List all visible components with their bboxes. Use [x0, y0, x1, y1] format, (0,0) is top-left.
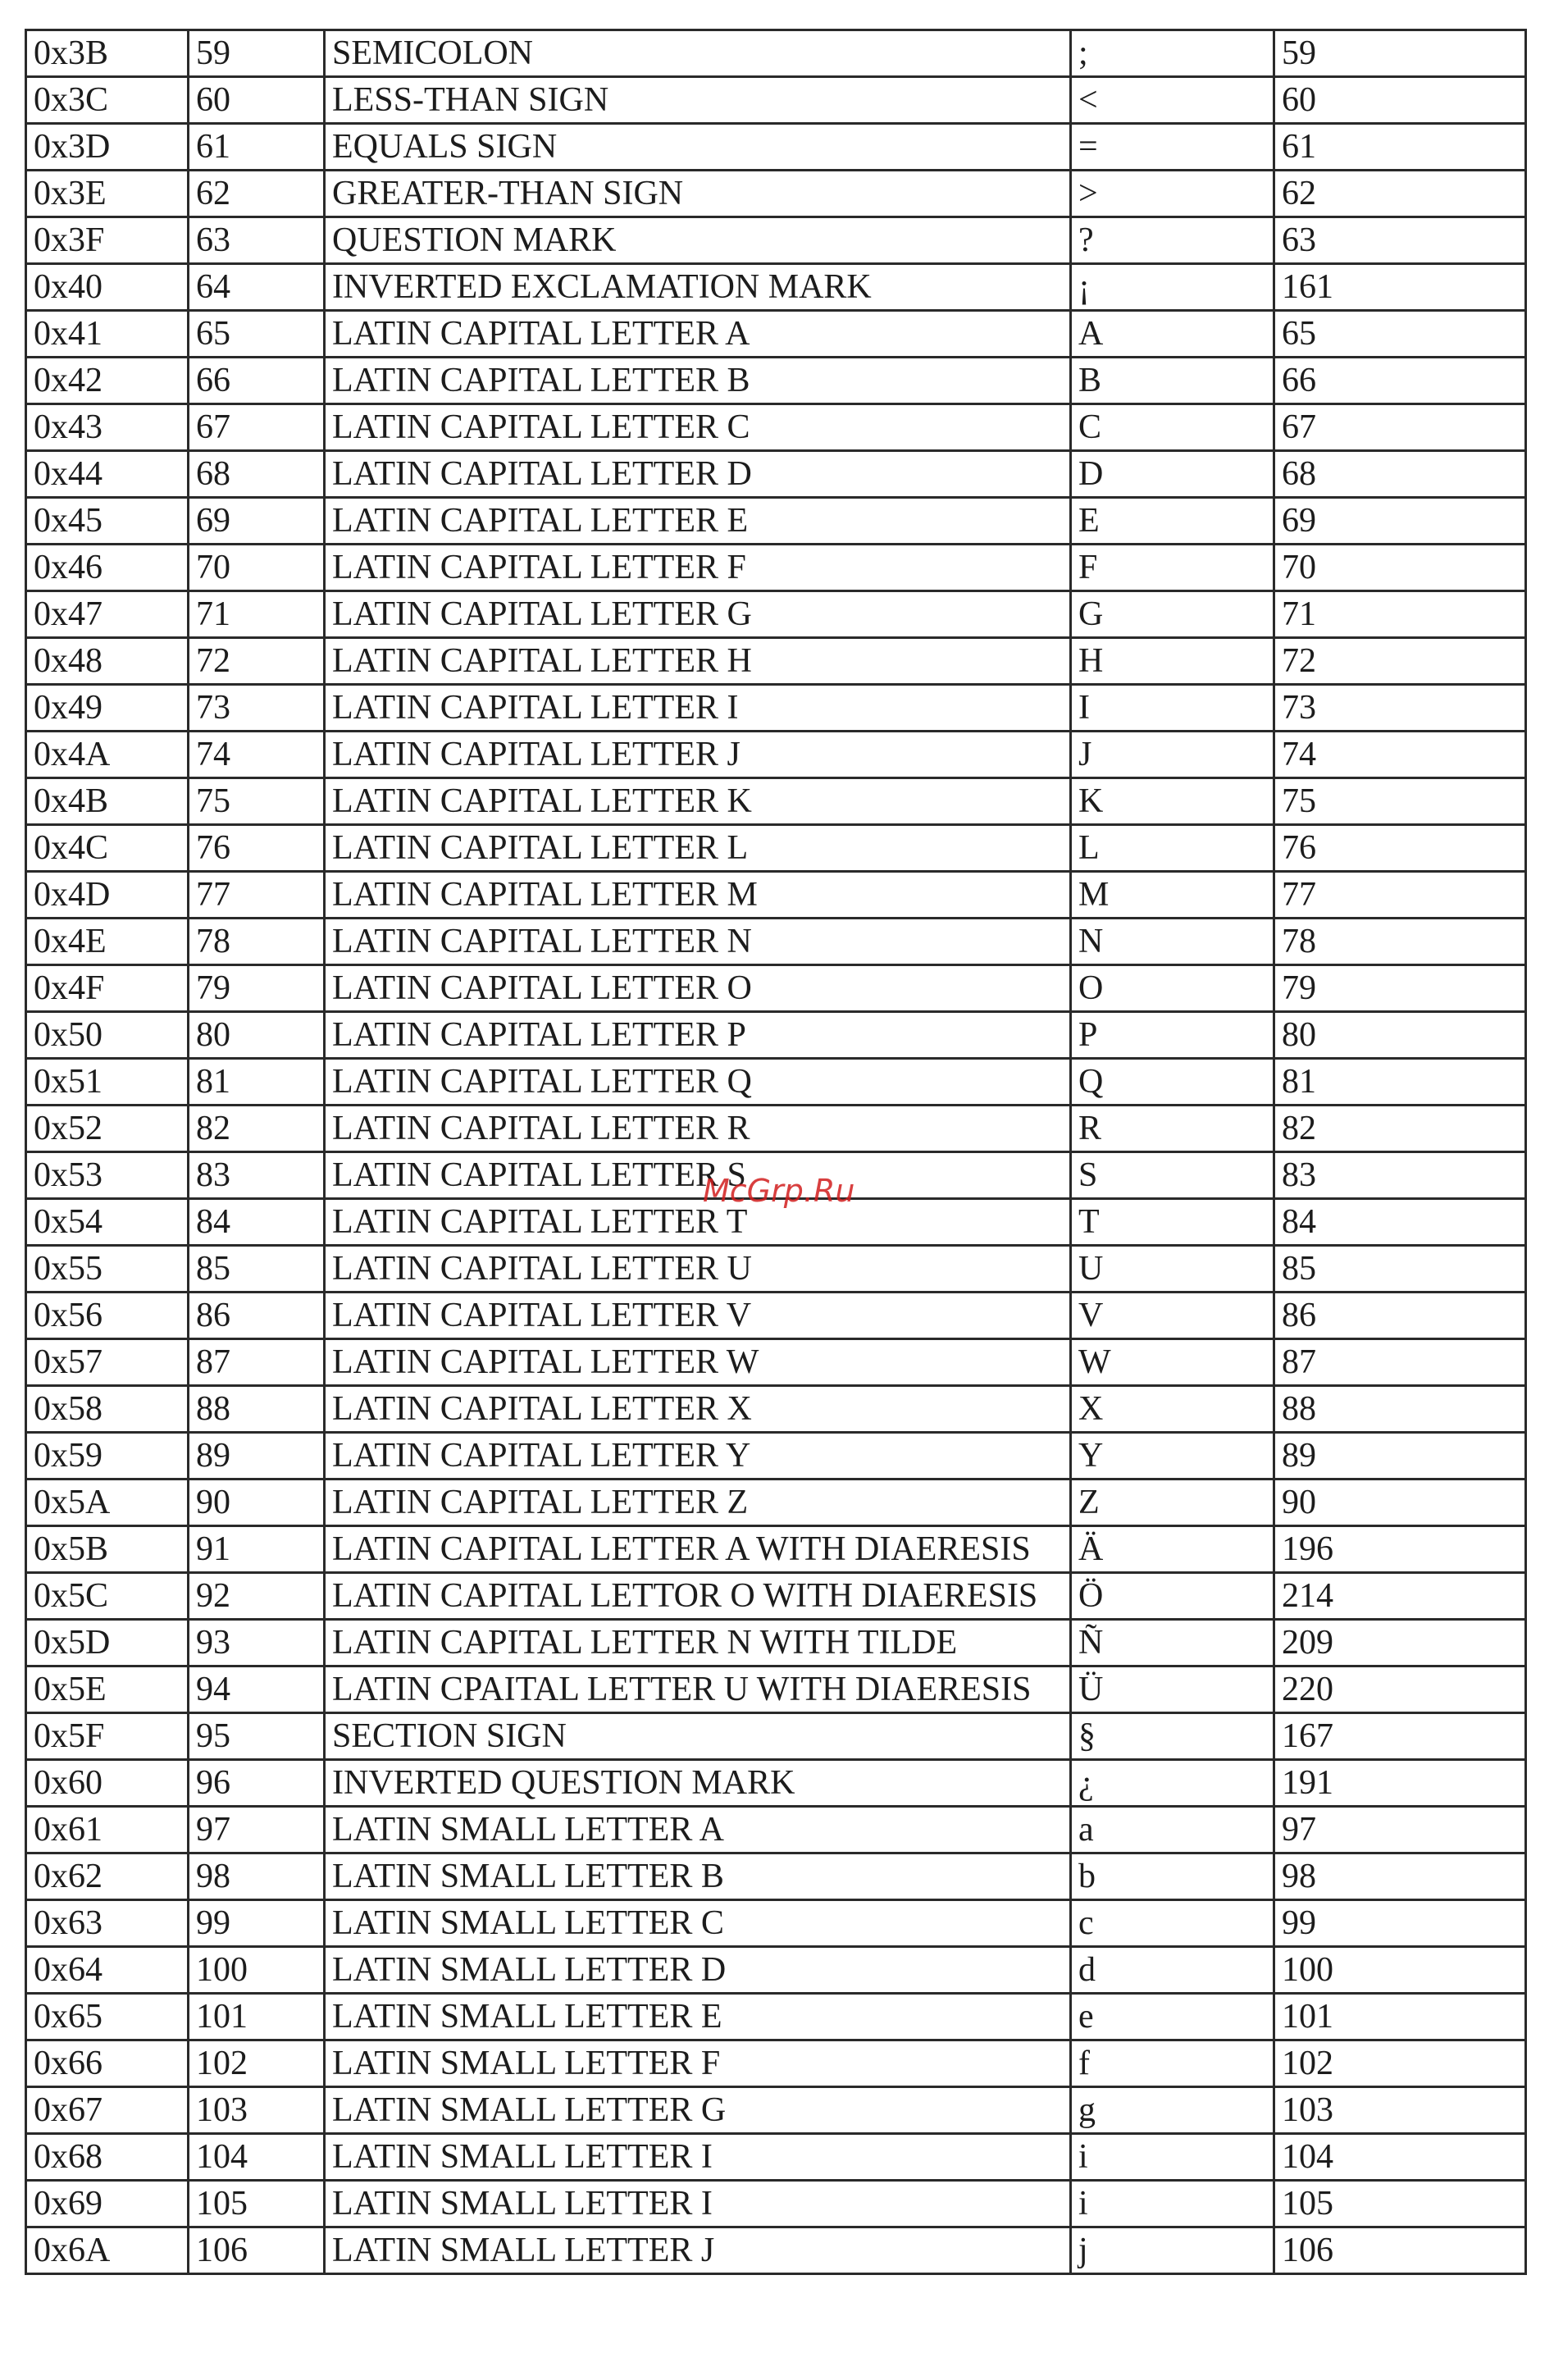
table-row — [26, 1666, 1526, 1713]
glyph-cell: P — [1071, 1012, 1274, 1059]
hex-code-cell: 0x5D — [26, 1620, 189, 1666]
hex-code-cell: 0x66 — [26, 2040, 189, 2087]
decimal-code-cell: 105 — [189, 2181, 325, 2227]
unicode-code-cell: 83 — [1274, 1152, 1526, 1199]
hex-code-cell: 0x57 — [26, 1339, 189, 1386]
glyph-cell: ¡ — [1071, 264, 1274, 311]
decimal-code-cell: 80 — [189, 1012, 325, 1059]
decimal-code-cell: 73 — [189, 685, 325, 732]
glyph-cell: M — [1071, 872, 1274, 919]
glyph-cell: K — [1071, 778, 1274, 825]
unicode-code-cell: 104 — [1274, 2134, 1526, 2181]
unicode-code-cell: 88 — [1274, 1386, 1526, 1433]
hex-code-cell: 0x52 — [26, 1106, 189, 1152]
unicode-code-cell: 101 — [1274, 1994, 1526, 2040]
glyph-cell: A — [1071, 311, 1274, 358]
unicode-code-cell: 89 — [1274, 1433, 1526, 1480]
decimal-code-cell: 87 — [189, 1339, 325, 1386]
character-name-cell: LATIN CAPITAL LETTER Q — [325, 1059, 1071, 1106]
hex-code-cell: 0x4D — [26, 872, 189, 919]
decimal-code-cell: 66 — [189, 358, 325, 404]
glyph-cell: L — [1071, 825, 1274, 872]
hex-code-cell: 0x45 — [26, 498, 189, 545]
unicode-code-cell: 78 — [1274, 919, 1526, 965]
hex-code-cell: 0x5A — [26, 1480, 189, 1526]
hex-code-cell: 0x5F — [26, 1713, 189, 1760]
decimal-code-cell: 103 — [189, 2087, 325, 2134]
character-name-cell: LATIN CAPITAL LETTER A WITH DIAERESIS — [325, 1526, 1071, 1573]
hex-code-cell: 0x5B — [26, 1526, 189, 1573]
decimal-code-cell: 106 — [189, 2227, 325, 2274]
table-row — [26, 1152, 1526, 1199]
character-name-cell: LATIN CAPITAL LETTER G — [325, 591, 1071, 638]
glyph-cell: b — [1071, 1853, 1274, 1900]
unicode-code-cell: 71 — [1274, 591, 1526, 638]
glyph-cell: F — [1071, 545, 1274, 591]
character-name-cell: LATIN CAPITAL LETTER N WITH TILDE — [325, 1620, 1071, 1666]
decimal-code-cell: 99 — [189, 1900, 325, 1947]
unicode-code-cell: 72 — [1274, 638, 1526, 685]
glyph-cell: X — [1071, 1386, 1274, 1433]
table-row — [26, 825, 1526, 872]
table-row — [26, 404, 1526, 451]
decimal-code-cell: 65 — [189, 311, 325, 358]
character-name-cell: LATIN CAPITAL LETTER O — [325, 965, 1071, 1012]
character-name-cell: LATIN CAPITAL LETTER Y — [325, 1433, 1071, 1480]
character-table — [25, 29, 1527, 2275]
decimal-code-cell: 60 — [189, 77, 325, 124]
unicode-code-cell: 161 — [1274, 264, 1526, 311]
table-row — [26, 1994, 1526, 2040]
decimal-code-cell: 101 — [189, 1994, 325, 2040]
character-name-cell: GREATER-THAN SIGN — [325, 171, 1071, 217]
decimal-code-cell: 69 — [189, 498, 325, 545]
character-name-cell: LATIN SMALL LETTER G — [325, 2087, 1071, 2134]
table-row — [26, 1807, 1526, 1853]
decimal-code-cell: 100 — [189, 1947, 325, 1994]
decimal-code-cell: 70 — [189, 545, 325, 591]
unicode-code-cell: 82 — [1274, 1106, 1526, 1152]
glyph-cell: i — [1071, 2134, 1274, 2181]
hex-code-cell: 0x3F — [26, 217, 189, 264]
table-row — [26, 1433, 1526, 1480]
decimal-code-cell: 82 — [189, 1106, 325, 1152]
table-row — [26, 1526, 1526, 1573]
decimal-code-cell: 61 — [189, 124, 325, 171]
table-row — [26, 1386, 1526, 1433]
character-name-cell: LESS-THAN SIGN — [325, 77, 1071, 124]
glyph-cell: S — [1071, 1152, 1274, 1199]
glyph-cell: B — [1071, 358, 1274, 404]
hex-code-cell: 0x3B — [26, 30, 189, 77]
unicode-code-cell: 73 — [1274, 685, 1526, 732]
table-row — [26, 264, 1526, 311]
hex-code-cell: 0x67 — [26, 2087, 189, 2134]
glyph-cell: U — [1071, 1246, 1274, 1293]
character-name-cell: LATIN SMALL LETTER E — [325, 1994, 1071, 2040]
glyph-cell: T — [1071, 1199, 1274, 1246]
table-row — [26, 358, 1526, 404]
unicode-code-cell: 191 — [1274, 1760, 1526, 1807]
glyph-cell: a — [1071, 1807, 1274, 1853]
hex-code-cell: 0x40 — [26, 264, 189, 311]
decimal-code-cell: 91 — [189, 1526, 325, 1573]
table-row — [26, 919, 1526, 965]
unicode-code-cell: 81 — [1274, 1059, 1526, 1106]
character-name-cell: LATIN CPAITAL LETTER U WITH DIAERESIS — [325, 1666, 1071, 1713]
unicode-code-cell: 60 — [1274, 77, 1526, 124]
glyph-cell: R — [1071, 1106, 1274, 1152]
character-name-cell: LATIN SMALL LETTER B — [325, 1853, 1071, 1900]
unicode-code-cell: 76 — [1274, 825, 1526, 872]
character-name-cell: LATIN CAPITAL LETTER Z — [325, 1480, 1071, 1526]
glyph-cell: Ñ — [1071, 1620, 1274, 1666]
hex-code-cell: 0x60 — [26, 1760, 189, 1807]
decimal-code-cell: 98 — [189, 1853, 325, 1900]
glyph-cell: c — [1071, 1900, 1274, 1947]
table-row — [26, 2087, 1526, 2134]
glyph-cell: ? — [1071, 217, 1274, 264]
glyph-cell: = — [1071, 124, 1274, 171]
glyph-cell: H — [1071, 638, 1274, 685]
decimal-code-cell: 62 — [189, 171, 325, 217]
character-name-cell: SECTION SIGN — [325, 1713, 1071, 1760]
character-name-cell: LATIN CAPITAL LETTER W — [325, 1339, 1071, 1386]
table-row — [26, 1853, 1526, 1900]
table-row — [26, 171, 1526, 217]
glyph-cell: E — [1071, 498, 1274, 545]
table-row — [26, 591, 1526, 638]
character-name-cell: INVERTED EXCLAMATION MARK — [325, 264, 1071, 311]
hex-code-cell: 0x51 — [26, 1059, 189, 1106]
hex-code-cell: 0x43 — [26, 404, 189, 451]
decimal-code-cell: 72 — [189, 638, 325, 685]
decimal-code-cell: 75 — [189, 778, 325, 825]
decimal-code-cell: 93 — [189, 1620, 325, 1666]
glyph-cell: j — [1071, 2227, 1274, 2274]
table-row — [26, 498, 1526, 545]
decimal-code-cell: 85 — [189, 1246, 325, 1293]
hex-code-cell: 0x4C — [26, 825, 189, 872]
table-row — [26, 2040, 1526, 2087]
glyph-cell: Ö — [1071, 1573, 1274, 1620]
table-row — [26, 311, 1526, 358]
character-name-cell: LATIN CAPITAL LETTER I — [325, 685, 1071, 732]
table-row — [26, 685, 1526, 732]
watermark: McGrp.Ru — [703, 1173, 855, 1209]
unicode-code-cell: 75 — [1274, 778, 1526, 825]
decimal-code-cell: 78 — [189, 919, 325, 965]
hex-code-cell: 0x58 — [26, 1386, 189, 1433]
character-name-cell: LATIN CAPITAL LETTER S — [325, 1152, 1071, 1199]
hex-code-cell: 0x55 — [26, 1246, 189, 1293]
unicode-code-cell: 74 — [1274, 732, 1526, 778]
unicode-code-cell: 102 — [1274, 2040, 1526, 2087]
character-name-cell: LATIN SMALL LETTER F — [325, 2040, 1071, 2087]
glyph-cell: < — [1071, 77, 1274, 124]
glyph-cell: g — [1071, 2087, 1274, 2134]
table-row — [26, 1012, 1526, 1059]
decimal-code-cell: 68 — [189, 451, 325, 498]
table-row — [26, 1947, 1526, 1994]
unicode-code-cell: 85 — [1274, 1246, 1526, 1293]
decimal-code-cell: 64 — [189, 264, 325, 311]
character-name-cell: LATIN CAPITAL LETTER N — [325, 919, 1071, 965]
hex-code-cell: 0x3D — [26, 124, 189, 171]
hex-code-cell: 0x47 — [26, 591, 189, 638]
glyph-cell: D — [1071, 451, 1274, 498]
glyph-cell: V — [1071, 1293, 1274, 1339]
character-name-cell: LATIN CAPITAL LETTER X — [325, 1386, 1071, 1433]
hex-code-cell: 0x44 — [26, 451, 189, 498]
character-name-cell: LATIN CAPITAL LETTER A — [325, 311, 1071, 358]
decimal-code-cell: 86 — [189, 1293, 325, 1339]
table-row — [26, 732, 1526, 778]
decimal-code-cell: 67 — [189, 404, 325, 451]
table-row — [26, 124, 1526, 171]
table-row — [26, 1713, 1526, 1760]
unicode-code-cell: 62 — [1274, 171, 1526, 217]
decimal-code-cell: 81 — [189, 1059, 325, 1106]
unicode-code-cell: 59 — [1274, 30, 1526, 77]
hex-code-cell: 0x62 — [26, 1853, 189, 1900]
table-row — [26, 1573, 1526, 1620]
unicode-code-cell: 100 — [1274, 1947, 1526, 1994]
character-name-cell: LATIN CAPITAL LETTER V — [325, 1293, 1071, 1339]
character-name-cell: LATIN CAPITAL LETTER J — [325, 732, 1071, 778]
hex-code-cell: 0x59 — [26, 1433, 189, 1480]
decimal-code-cell: 88 — [189, 1386, 325, 1433]
glyph-cell: Ä — [1071, 1526, 1274, 1573]
hex-code-cell: 0x46 — [26, 545, 189, 591]
hex-code-cell: 0x69 — [26, 2181, 189, 2227]
hex-code-cell: 0x50 — [26, 1012, 189, 1059]
unicode-code-cell: 87 — [1274, 1339, 1526, 1386]
unicode-code-cell: 80 — [1274, 1012, 1526, 1059]
hex-code-cell: 0x53 — [26, 1152, 189, 1199]
decimal-code-cell: 96 — [189, 1760, 325, 1807]
unicode-code-cell: 209 — [1274, 1620, 1526, 1666]
table-row — [26, 2227, 1526, 2274]
table-row — [26, 545, 1526, 591]
hex-code-cell: 0x54 — [26, 1199, 189, 1246]
decimal-code-cell: 79 — [189, 965, 325, 1012]
glyph-cell: C — [1071, 404, 1274, 451]
character-table-body — [26, 30, 1526, 2274]
glyph-cell: e — [1071, 1994, 1274, 2040]
glyph-cell: O — [1071, 965, 1274, 1012]
character-name-cell: LATIN SMALL LETTER A — [325, 1807, 1071, 1853]
table-row — [26, 1059, 1526, 1106]
glyph-cell: G — [1071, 591, 1274, 638]
decimal-code-cell: 76 — [189, 825, 325, 872]
character-name-cell: LATIN SMALL LETTER D — [325, 1947, 1071, 1994]
unicode-code-cell: 196 — [1274, 1526, 1526, 1573]
glyph-cell: Q — [1071, 1059, 1274, 1106]
character-name-cell: LATIN CAPITAL LETTER L — [325, 825, 1071, 872]
hex-code-cell: 0x48 — [26, 638, 189, 685]
unicode-code-cell: 220 — [1274, 1666, 1526, 1713]
table-row — [26, 451, 1526, 498]
unicode-code-cell: 66 — [1274, 358, 1526, 404]
hex-code-cell: 0x41 — [26, 311, 189, 358]
decimal-code-cell: 84 — [189, 1199, 325, 1246]
unicode-code-cell: 167 — [1274, 1713, 1526, 1760]
decimal-code-cell: 63 — [189, 217, 325, 264]
character-name-cell: LATIN CAPITAL LETTOR O WITH DIAERESIS — [325, 1573, 1071, 1620]
decimal-code-cell: 71 — [189, 591, 325, 638]
decimal-code-cell: 89 — [189, 1433, 325, 1480]
character-name-cell: LATIN CAPITAL LETTER M — [325, 872, 1071, 919]
table-row — [26, 872, 1526, 919]
glyph-cell: i — [1071, 2181, 1274, 2227]
unicode-code-cell: 90 — [1274, 1480, 1526, 1526]
character-name-cell: SEMICOLON — [325, 30, 1071, 77]
character-name-cell: LATIN CAPITAL LETTER P — [325, 1012, 1071, 1059]
character-name-cell: LATIN CAPITAL LETTER R — [325, 1106, 1071, 1152]
character-name-cell: LATIN CAPITAL LETTER D — [325, 451, 1071, 498]
unicode-code-cell: 61 — [1274, 124, 1526, 171]
hex-code-cell: 0x64 — [26, 1947, 189, 1994]
unicode-code-cell: 63 — [1274, 217, 1526, 264]
unicode-code-cell: 68 — [1274, 451, 1526, 498]
hex-code-cell: 0x5E — [26, 1666, 189, 1713]
character-name-cell: LATIN SMALL LETTER I — [325, 2134, 1071, 2181]
unicode-code-cell: 99 — [1274, 1900, 1526, 1947]
unicode-code-cell: 69 — [1274, 498, 1526, 545]
decimal-code-cell: 97 — [189, 1807, 325, 1853]
table-row — [26, 1900, 1526, 1947]
unicode-code-cell: 106 — [1274, 2227, 1526, 2274]
character-name-cell: LATIN CAPITAL LETTER H — [325, 638, 1071, 685]
hex-code-cell: 0x68 — [26, 2134, 189, 2181]
table-row — [26, 1760, 1526, 1807]
character-name-cell: LATIN SMALL LETTER I — [325, 2181, 1071, 2227]
table-row — [26, 2181, 1526, 2227]
table-row — [26, 1620, 1526, 1666]
decimal-code-cell: 59 — [189, 30, 325, 77]
hex-code-cell: 0x65 — [26, 1994, 189, 2040]
table-row — [26, 217, 1526, 264]
unicode-code-cell: 98 — [1274, 1853, 1526, 1900]
character-name-cell: LATIN SMALL LETTER C — [325, 1900, 1071, 1947]
character-name-cell: LATIN CAPITAL LETTER F — [325, 545, 1071, 591]
glyph-cell: I — [1071, 685, 1274, 732]
table-row — [26, 1339, 1526, 1386]
glyph-cell: ¿ — [1071, 1760, 1274, 1807]
hex-code-cell: 0x4E — [26, 919, 189, 965]
hex-code-cell: 0x4F — [26, 965, 189, 1012]
character-name-cell: LATIN CAPITAL LETTER T — [325, 1199, 1071, 1246]
hex-code-cell: 0x6A — [26, 2227, 189, 2274]
unicode-code-cell: 105 — [1274, 2181, 1526, 2227]
hex-code-cell: 0x3C — [26, 77, 189, 124]
glyph-cell: d — [1071, 1947, 1274, 1994]
table-row — [26, 77, 1526, 124]
glyph-cell: Z — [1071, 1480, 1274, 1526]
glyph-cell: J — [1071, 732, 1274, 778]
character-name-cell: LATIN CAPITAL LETTER C — [325, 404, 1071, 451]
hex-code-cell: 0x4B — [26, 778, 189, 825]
hex-code-cell: 0x42 — [26, 358, 189, 404]
table-row — [26, 1106, 1526, 1152]
table-row — [26, 778, 1526, 825]
hex-code-cell: 0x5C — [26, 1573, 189, 1620]
unicode-code-cell: 65 — [1274, 311, 1526, 358]
glyph-cell: Ü — [1071, 1666, 1274, 1713]
hex-code-cell: 0x56 — [26, 1293, 189, 1339]
decimal-code-cell: 90 — [189, 1480, 325, 1526]
table-row — [26, 1199, 1526, 1246]
glyph-cell: > — [1071, 171, 1274, 217]
character-name-cell: LATIN CAPITAL LETTER U — [325, 1246, 1071, 1293]
character-name-cell: LATIN CAPITAL LETTER B — [325, 358, 1071, 404]
table-row — [26, 1293, 1526, 1339]
unicode-code-cell: 67 — [1274, 404, 1526, 451]
decimal-code-cell: 95 — [189, 1713, 325, 1760]
unicode-code-cell: 84 — [1274, 1199, 1526, 1246]
glyph-cell: f — [1071, 2040, 1274, 2087]
character-name-cell: LATIN CAPITAL LETTER K — [325, 778, 1071, 825]
character-name-cell: LATIN CAPITAL LETTER E — [325, 498, 1071, 545]
character-name-cell: QUESTION MARK — [325, 217, 1071, 264]
unicode-code-cell: 77 — [1274, 872, 1526, 919]
hex-code-cell: 0x49 — [26, 685, 189, 732]
unicode-code-cell: 97 — [1274, 1807, 1526, 1853]
character-name-cell: LATIN SMALL LETTER J — [325, 2227, 1071, 2274]
decimal-code-cell: 104 — [189, 2134, 325, 2181]
character-name-cell: EQUALS SIGN — [325, 124, 1071, 171]
table-row — [26, 30, 1526, 77]
decimal-code-cell: 94 — [189, 1666, 325, 1713]
unicode-code-cell: 103 — [1274, 2087, 1526, 2134]
unicode-code-cell: 214 — [1274, 1573, 1526, 1620]
hex-code-cell: 0x3E — [26, 171, 189, 217]
unicode-code-cell: 86 — [1274, 1293, 1526, 1339]
hex-code-cell: 0x63 — [26, 1900, 189, 1947]
unicode-code-cell: 79 — [1274, 965, 1526, 1012]
table-row — [26, 1480, 1526, 1526]
table-row — [26, 1246, 1526, 1293]
decimal-code-cell: 74 — [189, 732, 325, 778]
glyph-cell: § — [1071, 1713, 1274, 1760]
hex-code-cell: 0x4A — [26, 732, 189, 778]
character-name-cell: INVERTED QUESTION MARK — [325, 1760, 1071, 1807]
decimal-code-cell: 102 — [189, 2040, 325, 2087]
decimal-code-cell: 92 — [189, 1573, 325, 1620]
glyph-cell: Y — [1071, 1433, 1274, 1480]
glyph-cell: ; — [1071, 30, 1274, 77]
unicode-code-cell: 70 — [1274, 545, 1526, 591]
table-row — [26, 965, 1526, 1012]
decimal-code-cell: 83 — [189, 1152, 325, 1199]
glyph-cell: N — [1071, 919, 1274, 965]
table-row — [26, 638, 1526, 685]
hex-code-cell: 0x61 — [26, 1807, 189, 1853]
decimal-code-cell: 77 — [189, 872, 325, 919]
table-row — [26, 2134, 1526, 2181]
glyph-cell: W — [1071, 1339, 1274, 1386]
